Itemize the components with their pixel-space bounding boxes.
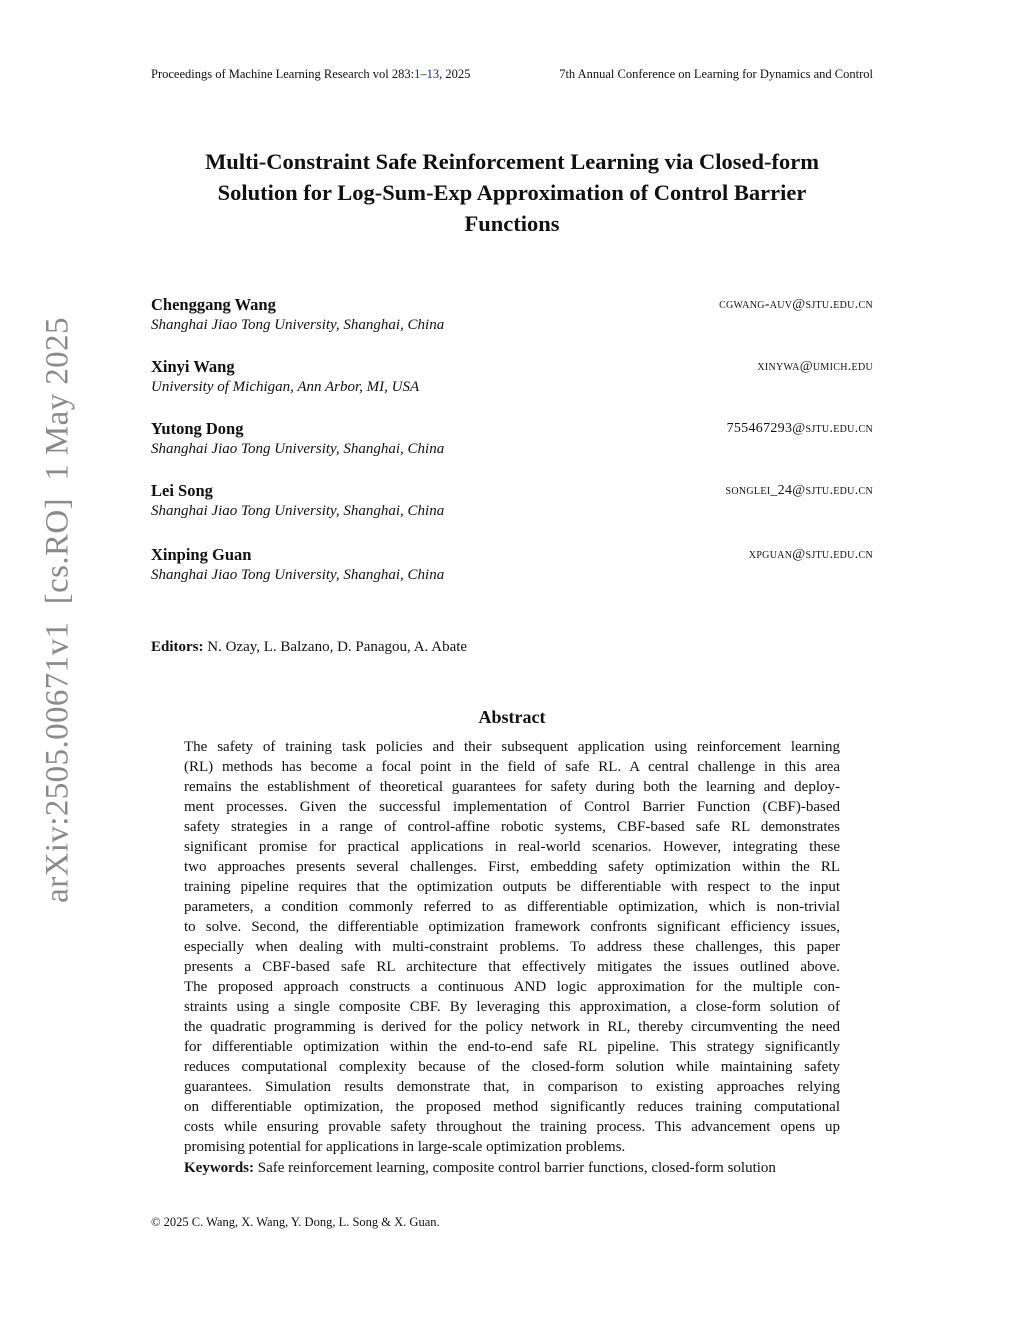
abstract-line: guarantees. Simulation results demonstrate that, in comparison to existing approaches relying <box>184 1079 840 1095</box>
abstract-line: reduces computational complexity because of the closed-form solution while maintaining safety <box>184 1059 840 1075</box>
editors-line <box>151 639 467 656</box>
abstract-line: The proposed approach constructs a continuous AND logic approximation for the multiple con- <box>184 979 840 995</box>
title-line: Functions <box>464 211 560 236</box>
abstract-line: ment processes. Given the successful implementation of Control Barrier Function (CBF)-based <box>184 799 840 815</box>
abstract-line: The safety of training task policies and their subsequent application using reinforcement learning <box>184 739 840 755</box>
abstract-line: safety strategies in a range of control-affine robotic systems, CBF-based safe RL demonstrates <box>184 819 840 835</box>
abstract-line: remains the establishment of theoretical guarantees for safety during both the learning and deploy- <box>184 779 840 795</box>
abstract-line: significant promise for practical applications in real-world scenarios. However, integrating these <box>184 839 840 855</box>
author-name: Lei Song <box>151 481 213 500</box>
conference-header: 7th Annual Conference on Learning for Dynamics and Control <box>559 67 873 81</box>
abstract-line: promising potential for applications in large-scale optimization problems. <box>184 1139 626 1155</box>
abstract-line: to solve. Second, the differentiable optimization framework confronts significant efficiency issues, <box>184 919 840 935</box>
copyright-notice: © 2025 C. Wang, X. Wang, Y. Dong, L. Song & X. Guan. <box>151 1215 440 1229</box>
abstract-line: for differentiable optimization within the end-to-end safe RL pipeline. This strategy significantly <box>184 1039 840 1055</box>
title-line: Solution for Log-Sum-Exp Approximation of Control Barrier <box>217 180 807 205</box>
abstract-line: (RL) methods has become a focal point in the field of safe RL. A central challenge in this area <box>184 759 840 775</box>
author-email[interactable]: xinywa@umich.edu <box>757 359 873 374</box>
abstract-heading: Abstract <box>478 707 546 727</box>
abstract-body <box>184 737 840 1157</box>
keywords-line <box>184 1160 776 1177</box>
author-affiliation: Shanghai Jiao Tong University, Shanghai, China <box>151 441 445 457</box>
abstract-line: especially when dealing with multi-constraint problems. To address these challenges, this paper <box>184 939 840 955</box>
keywords-text: Safe reinforcement learning, composite control barrier functions, closed-form solution <box>257 1160 776 1176</box>
arxiv-identifier-stamp[interactable]: arXiv:2505.00671v1 [cs.RO] 1 May 2025 <box>39 317 76 903</box>
abstract-line: on differentiable optimization, the proposed method significantly reduces training computational <box>184 1099 840 1115</box>
journal-header: Proceedings of Machine Learning Research vol 283:1–13, 2025 <box>151 67 471 81</box>
author-affiliation: Shanghai Jiao Tong University, Shanghai, China <box>151 317 445 333</box>
abstract-line: training pipeline requires that the optimization outputs be differentiable with respect to the input <box>184 879 840 895</box>
editors-names: N. Ozay, L. Balzano, D. Panagou, A. Abate <box>207 639 468 655</box>
author-email[interactable]: xpguan@sjtu.edu.cn <box>748 547 873 562</box>
editors-label: Editors: <box>151 639 204 655</box>
author-name: Xinyi Wang <box>151 357 235 376</box>
last-page-link[interactable]: 13 <box>426 67 440 81</box>
abstract-line: parameters, a condition commonly referred to as differentiable optimization, which is non-trivial <box>184 899 840 915</box>
abstract-line: costs while ensuring provable safety throughout the training process. This advancement opens up <box>184 1119 840 1135</box>
title-line: Multi-Constraint Safe Reinforcement Learning via Closed-form <box>205 149 819 174</box>
abstract-line: two approaches presents several challenges. First, embedding safety optimization within the RL <box>184 859 840 875</box>
author-affiliation: University of Michigan, Ann Arbor, MI, USA <box>151 379 420 395</box>
author-email[interactable]: cgwang-auv@sjtu.edu.cn <box>719 297 873 312</box>
author-name: Xinping Guan <box>151 545 252 564</box>
author-affiliation: Shanghai Jiao Tong University, Shanghai, China <box>151 567 445 583</box>
author-email[interactable]: songlei_24@sjtu.edu.cn <box>725 483 873 498</box>
author-name: Yutong Dong <box>151 419 244 438</box>
author-email[interactable]: 755467293@sjtu.edu.cn <box>726 421 873 436</box>
keywords-label: Keywords: <box>184 1160 254 1176</box>
abstract-line: presents a CBF-based safe RL architecture that effectively mitigates the issues outlined above. <box>184 959 840 975</box>
paper-title <box>140 146 884 239</box>
author-name: Chenggang Wang <box>151 295 276 314</box>
first-page-link[interactable]: 1 <box>414 67 421 81</box>
author-affiliation: Shanghai Jiao Tong University, Shanghai, China <box>151 503 445 519</box>
abstract-line: straints using a single composite CBF. By leveraging this approximation, a close-form solution of <box>184 999 840 1015</box>
abstract-line: the quadratic programming is derived for the policy network in RL, thereby circumventing the need <box>184 1019 840 1035</box>
